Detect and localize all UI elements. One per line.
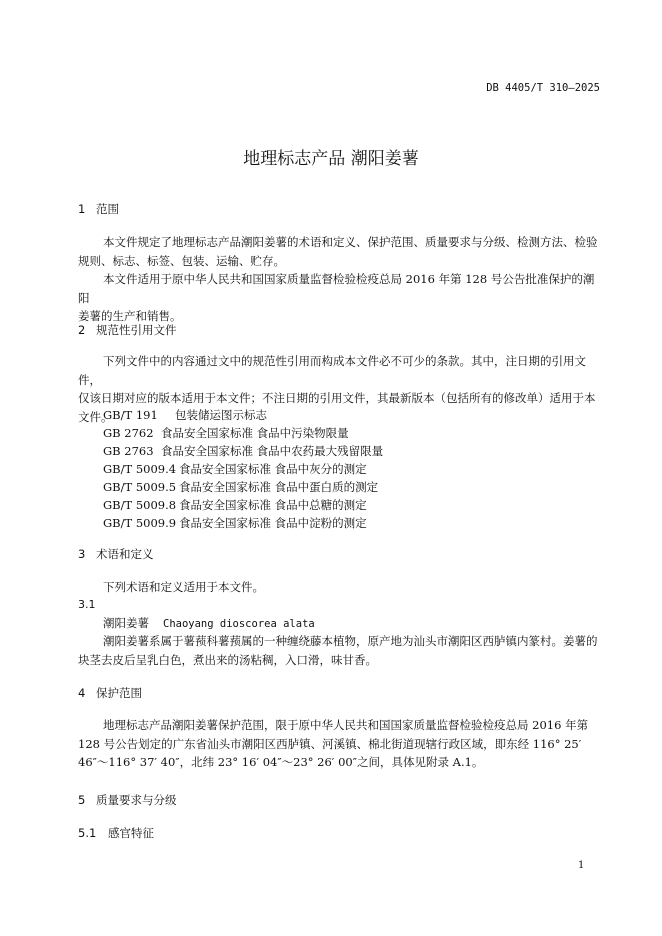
section-title: 术语和定义 xyxy=(96,547,154,561)
section-4-heading xyxy=(78,685,142,701)
reference-item xyxy=(103,461,367,477)
term-chinese: 潮阳姜薯 xyxy=(103,616,149,630)
section-1-heading xyxy=(78,201,119,217)
section-5-heading xyxy=(78,792,177,808)
reference-code: GB/T 191 xyxy=(103,408,158,422)
reference-code: GB 2762 xyxy=(103,426,154,440)
term-definition xyxy=(78,632,598,669)
reference-item xyxy=(103,443,383,459)
reference-item xyxy=(103,479,378,495)
section-5-1-heading xyxy=(78,825,154,841)
section-title: 感官特征 xyxy=(108,826,154,840)
reference-item xyxy=(103,497,367,513)
reference-code: GB/T 5009.4 xyxy=(103,462,177,476)
text-line: 下列文件中的内容通过文中的规范性引用而构成本文件必不可少的条款。其中，注日期的引用文件， xyxy=(78,354,586,387)
section-3-intro: 下列术语和定义适用于本文件。 xyxy=(103,580,264,594)
section-3-heading xyxy=(78,546,154,562)
document-title: 地理标志产品 潮阳姜薯 xyxy=(243,149,419,169)
page-number: 1 xyxy=(578,860,585,871)
section-number: 3 xyxy=(78,547,86,561)
reference-item xyxy=(103,407,267,423)
text-line: 本文件适用于原中华人民共和国国家质量监督检验检疫总局 2016 年第 128 号公告批准保护的潮阳 xyxy=(78,272,595,305)
text-line: 块茎去皮后呈乳白色，煮出来的汤粘稠，入口滑，味甘香。 xyxy=(78,652,377,667)
standard-code: DB 4405/T 310—2025 xyxy=(486,82,600,94)
text-line: 姜薯的生产和销售。 xyxy=(78,309,182,323)
text-line: 46″～116° 37′ 40″，北纬 23° 16′ 04″～23° 26′ 00″之间，具体见附录 A.1。 xyxy=(78,755,484,769)
section-1-paragraph-2 xyxy=(78,270,598,326)
reference-name: 食品安全国家标准 食品中灰分的测定 xyxy=(179,462,367,476)
text-line: 本文件规定了地理标志产品潮阳姜薯的术语和定义、保护范围、质量要求与分级、检测方法、检验 xyxy=(103,235,598,249)
section-2-heading xyxy=(78,322,177,338)
text-line: 128 号公告划定的广东省汕头市潮阳区西胪镇、河溪镇、棉北街道现辖行政区域，即东经 116° 25′ xyxy=(78,736,582,751)
section-number: 2 xyxy=(78,323,86,337)
reference-name: 食品安全国家标准 食品中污染物限量 xyxy=(161,426,349,440)
reference-name: 包装储运图示标志 xyxy=(175,408,267,422)
reference-name: 食品安全国家标准 食品中蛋白质的测定 xyxy=(179,480,379,494)
section-1-paragraph-1 xyxy=(78,233,598,270)
section-number: 5 xyxy=(78,793,86,807)
term-number: 3.1 xyxy=(78,598,96,611)
reference-code: GB/T 5009.8 xyxy=(103,498,177,512)
reference-item xyxy=(103,425,349,441)
term-english: Chaoyang dioscorea alata xyxy=(163,618,315,630)
section-number: 4 xyxy=(78,686,86,700)
text-line: 规则、标志、标签、包装、运输、贮存。 xyxy=(78,253,285,268)
reference-item xyxy=(103,515,367,531)
section-title: 质量要求与分级 xyxy=(96,793,177,807)
section-number: 5.1 xyxy=(78,826,97,840)
reference-name: 食品安全国家标准 食品中总糖的测定 xyxy=(179,498,367,512)
term-heading xyxy=(103,615,315,631)
section-title: 规范性引用文件 xyxy=(96,323,177,337)
reference-name: 食品安全国家标准 食品中农药最大残留限量 xyxy=(161,444,384,458)
section-title: 范围 xyxy=(96,202,119,216)
reference-name: 食品安全国家标准 食品中淀粉的测定 xyxy=(179,516,367,530)
section-number: 1 xyxy=(78,202,86,216)
text-line: 仅该日期对应的版本适用于本文件；不注日期的引用文件，其最新版本（包括所有的修改单）适用于本 xyxy=(78,391,596,405)
text-line: 潮阳姜薯系属于薯蓣科薯蓣属的一种缠绕藤本植物，原产地为汕头市潮阳区西胪镇内篆村。姜薯的 xyxy=(103,634,598,648)
section-title: 保护范围 xyxy=(96,686,142,700)
reference-code: GB/T 5009.9 xyxy=(103,516,177,530)
section-4-paragraph xyxy=(78,716,598,772)
reference-code: GB/T 5009.5 xyxy=(103,480,177,494)
text-line: 文件。 xyxy=(78,409,113,424)
reference-code: GB 2763 xyxy=(103,444,154,458)
text-line: 地理标志产品潮阳姜薯保护范围，限于原中华人民共和国国家质量监督检验检疫总局 2016 年第 xyxy=(103,718,589,732)
